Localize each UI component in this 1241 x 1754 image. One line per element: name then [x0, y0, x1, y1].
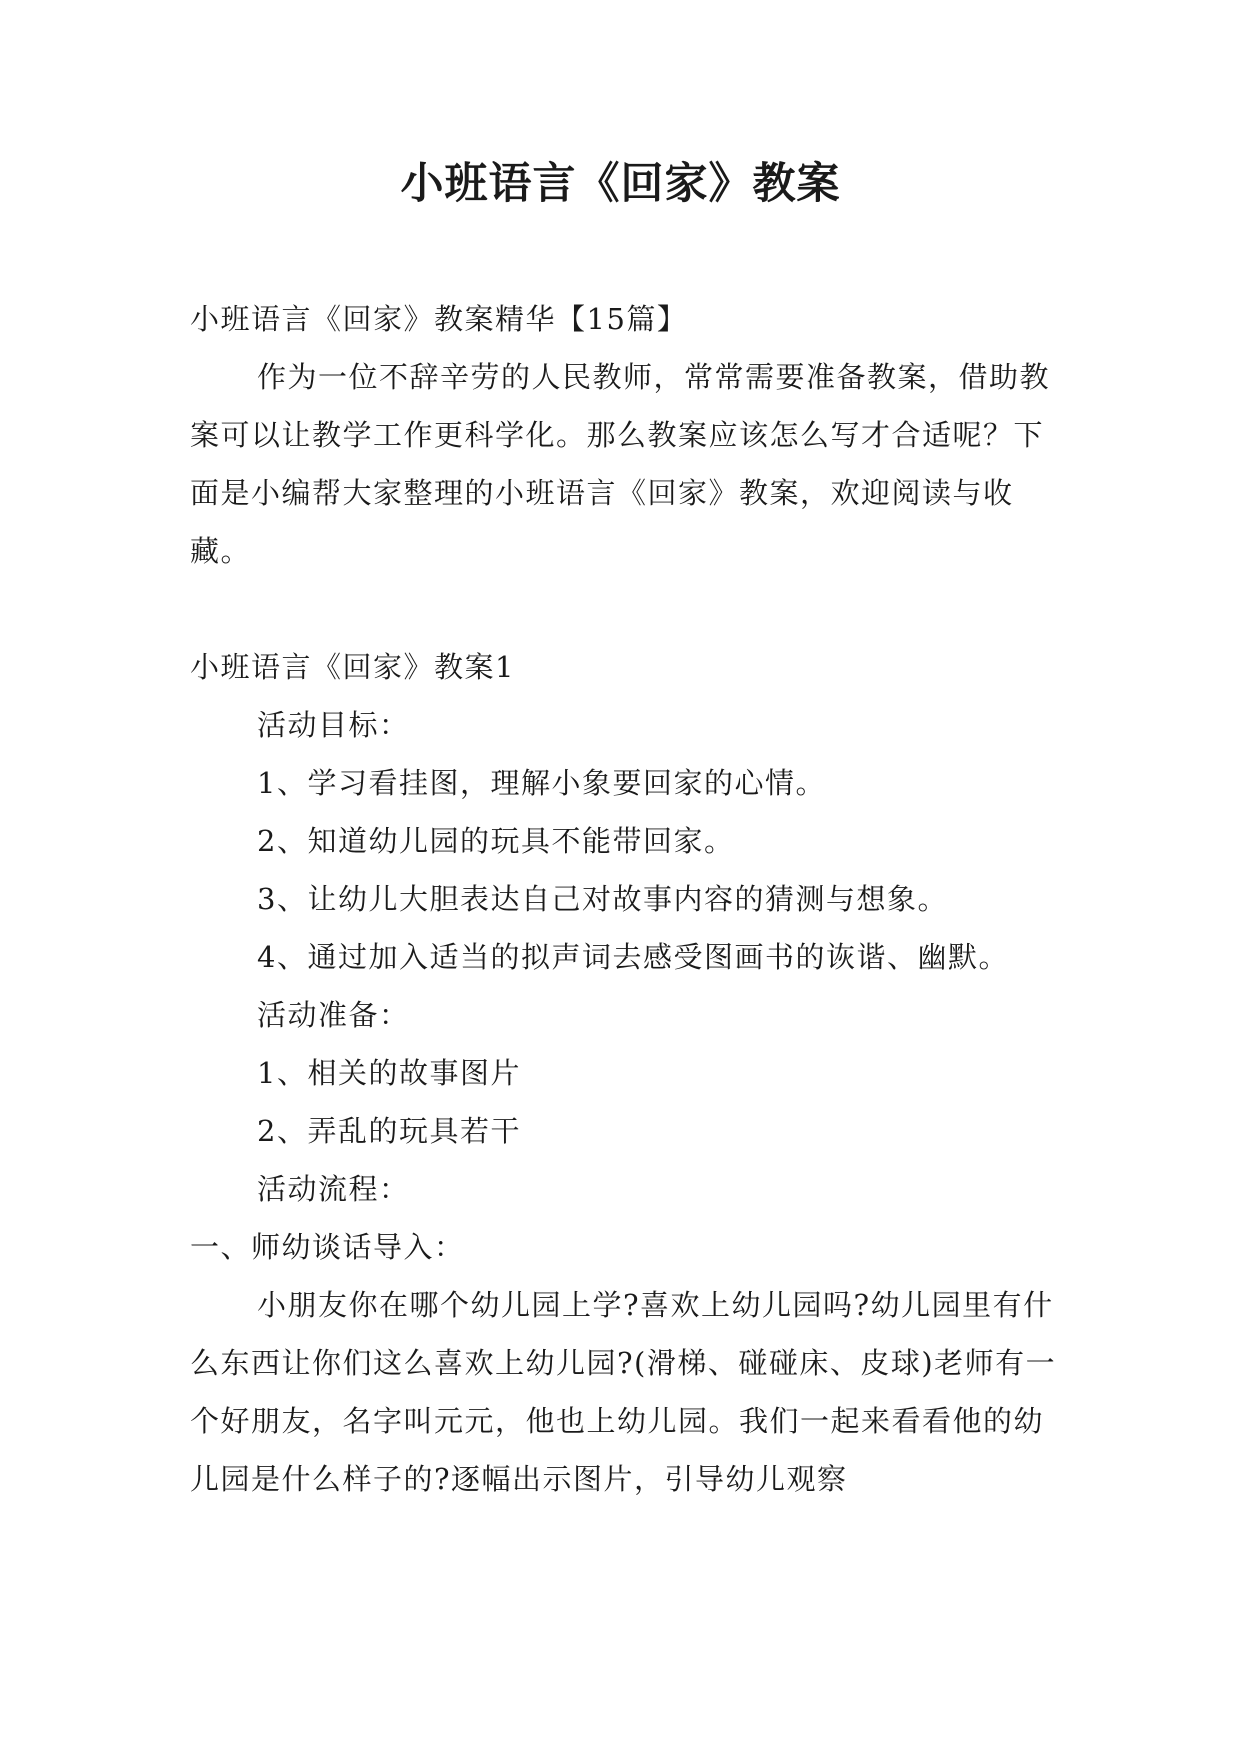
step-heading: 一、师幼谈话导入：: [190, 1230, 465, 1264]
intro-paragraph: 作为一位不辞辛劳的人民教师，常常需要准备教案，借助教案可以让教学工作更科学化。那么教案应该怎么写才合适呢？下面是小编帮大家整理的小班语言《回家》教案，欢迎阅读与收藏。: [190, 360, 1051, 568]
document-subtitle: 小班语言《回家》教案精华【15篇】: [190, 302, 688, 336]
step-paragraph: 小朋友你在哪个幼儿园上学?喜欢上幼儿园吗?幼儿园里有什么东西让你们这么喜欢上幼儿园?(滑梯、碰碰床、皮球)老师有一个好朋友，名字叫元元，他也上幼儿园。我们一起来看看他的幼儿园是什么样子的?逐幅出示图片，引导幼儿观察: [190, 1288, 1057, 1496]
section-heading: 小班语言《回家》教案1: [190, 650, 515, 684]
document-title: 小班语言《回家》教案: [400, 159, 841, 209]
goal-item: 1、学习看挂图，理解小象要回家的心情。: [257, 766, 826, 800]
document-body: [190, 290, 1070, 1508]
goal-item: 2、知道幼儿园的玩具不能带回家。: [257, 824, 735, 858]
paragraph-spacer: [190, 580, 1070, 638]
prep-item: 2、弄乱的玩具若干: [257, 1114, 521, 1148]
goal-item: 4、通过加入适当的拟声词去感受图画书的诙谐、幽默。: [257, 940, 1009, 974]
flow-label: 活动流程：: [257, 1172, 410, 1206]
prep-item: 1、相关的故事图片: [257, 1056, 521, 1090]
prep-label: 活动准备：: [257, 998, 410, 1032]
goal-item: 3、让幼儿大胆表达自己对故事内容的猜测与想象。: [257, 882, 948, 916]
goals-label: 活动目标：: [257, 708, 410, 742]
